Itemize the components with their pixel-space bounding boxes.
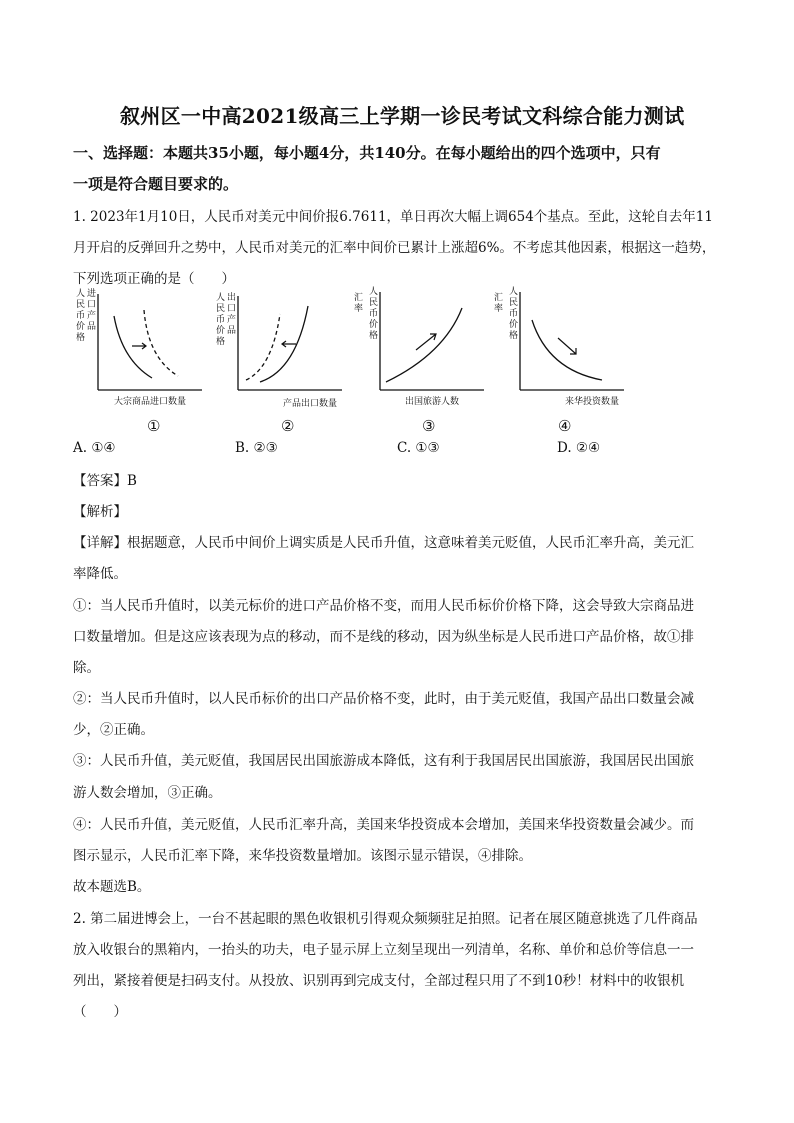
explanation-line-11: 图示显示，人民币汇率下降，来华投资数量增加。该图示显示错误，④排除。 — [73, 848, 532, 864]
explanation-line-10: ④：人民币升值，美元贬值，人民币汇率升高，美国来华投资成本会增加，美国来华投资数量会减少。而 — [73, 817, 694, 833]
question-2-line-3: 列出，紧接着便是扫码支付。从投放、识别再到完成支付，全部过程只用了不到10秒！材料中的收银机 — [73, 973, 685, 989]
analysis-title: 【解析】 — [73, 504, 127, 520]
question-1-line-3: 下列选项正确的是（ ） — [73, 271, 235, 287]
page-title: 叙州区一中高2021级高三上学期一诊民考试文科综合能力测试 — [120, 104, 685, 128]
chart-3 — [352, 286, 492, 411]
chart-2-x-label: 产品出口数量 — [282, 399, 338, 409]
chart-1 — [70, 286, 210, 411]
chart-3-curve — [386, 308, 462, 382]
question-2-line-1: 2. 第二届进博会上，一台不甚起眼的黑色收银机引得观众频频驻足拍照。记者在展区随意挑选了几件商品 — [73, 911, 698, 927]
question-2-line-2: 放入收银台的黑箱内，一抬头的功夫，电子显示屏上立刻呈现出一列清单，名称、单价和总价等信息一一 — [73, 942, 694, 958]
chart-1-x-label: 大宗商品进口数量 — [113, 397, 187, 407]
explanation-line-6: ②：当人民币升值时，以人民币标价的出口产品价格不变，此时，由于美元贬值，我国产品出口数量会减 — [73, 691, 694, 707]
explanation-line-1: 【详解】根据题意，人民币中间价上调实质是人民币升值，这意味着美元贬值，人民币汇率升高，美元汇 — [73, 535, 694, 551]
answer-line: 【答案】B — [73, 473, 137, 489]
chart-2-shifted-curve — [246, 314, 280, 380]
chart-4-arrow — [558, 338, 576, 354]
explanation-line-9: 游人数会增加，③正确。 — [73, 785, 222, 801]
question-1-line-2: 月开启的反弹回升之势中，人民币对美元的汇率中间价已累计上涨超6%。不考虑其他因素，根据这一趋势， — [73, 240, 716, 256]
chart-1-shift-arrow — [132, 343, 146, 349]
chart-2-y-label: 人民币价格 出口产品 — [216, 293, 237, 347]
chart-4-y-label: 汇率 人民币价格 — [494, 287, 519, 341]
explanation-line-7: 少，②正确。 — [73, 722, 154, 738]
chart-4-curve — [532, 320, 602, 380]
option-c: C. ①③ — [397, 440, 440, 456]
explanation-line-8: ③：人民币升值，美元贬值，我国居民出国旅游成本降低，这有利于我国居民出国旅游，我国居民出国旅 — [73, 753, 694, 769]
chart-3-x-label: 出国旅游人数 — [404, 397, 460, 407]
section-heading-line-2: 一项是符合题目要求的。 — [73, 175, 239, 193]
chart-3-y-label: 汇率 人民币价格 — [354, 287, 379, 341]
chart-3-numeral: ③ — [422, 417, 436, 435]
chart-2 — [210, 286, 350, 411]
explanation-line-4: 口数量增加。但是这应该表现为点的移动，而不是线的移动，因为纵坐标是人民币进口产品价格，故①排 — [73, 629, 694, 645]
chart-2-shift-arrow — [282, 341, 296, 347]
chart-4 — [492, 286, 632, 411]
chart-1-numeral: ① — [147, 417, 161, 435]
question-1-line-1: 1. 2023年1月10日，人民币对美元中间价报6.7611，单日再次大幅上调654个基点。至此，这轮自去年11 — [73, 209, 713, 225]
chart-4-numeral: ④ — [558, 417, 572, 435]
chart-1-shifted-curve — [144, 310, 178, 376]
chart-3-arrow — [416, 334, 436, 350]
option-a: A. ①④ — [73, 440, 116, 456]
explanation-line-2: 率降低。 — [73, 566, 127, 582]
chart-4-x-label: 来华投资数量 — [564, 397, 620, 407]
section-heading-line-1: 一、选择题：本题共35小题，每小题4分，共140分。在每小题给出的四个选项中，只有 — [73, 144, 661, 162]
question-2-line-4: （ ） — [73, 1004, 127, 1020]
explanation-line-3: ①：当人民币升值时，以美元标价的进口产品价格不变，而用人民币标价价格下降，这会导致大宗商品进 — [73, 598, 694, 614]
option-d: D. ②④ — [557, 440, 601, 456]
explanation-line-5: 除。 — [73, 660, 100, 676]
option-b: B. ②③ — [235, 440, 278, 456]
chart-1-y-label: 人民币价格 进口产品 — [76, 289, 97, 343]
explanation-line-12: 故本题选B。 — [73, 879, 151, 895]
chart-2-numeral: ② — [281, 417, 295, 435]
